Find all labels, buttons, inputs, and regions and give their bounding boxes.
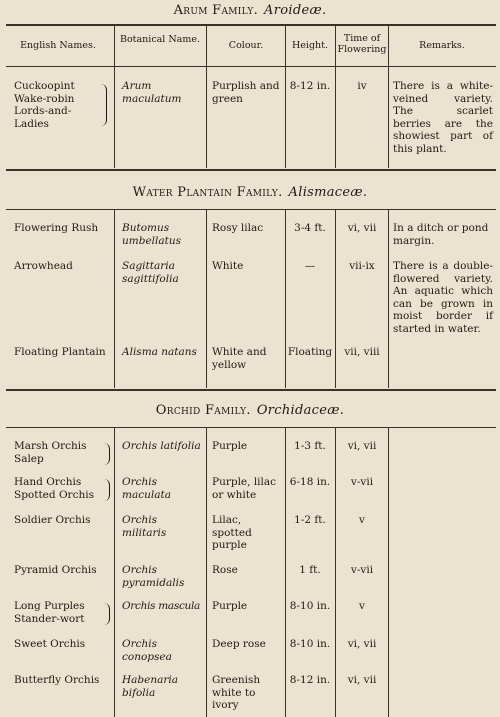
cell-time: v-vii bbox=[350, 476, 374, 488]
col-rule bbox=[206, 428, 207, 717]
cell-colour: White and yellow bbox=[212, 346, 267, 371]
cell-botanical: Butomus umbellatus bbox=[122, 222, 182, 247]
cell-remarks: There is a double-flowered variety. An aquatic which can be grown in moist border if started in water. bbox=[393, 260, 493, 335]
col-rule bbox=[388, 25, 389, 168]
col-rule bbox=[335, 210, 336, 388]
cell-botanical: Alisma natans bbox=[122, 346, 197, 358]
cell-height: — bbox=[304, 260, 316, 272]
cell-time: vi, vii bbox=[347, 222, 377, 234]
cell-time: vi, vii bbox=[347, 440, 377, 452]
col-rule bbox=[285, 210, 286, 388]
cell-english: Soldier Orchis bbox=[14, 514, 91, 526]
cell-colour: Purple bbox=[212, 440, 248, 452]
section-rule bbox=[6, 209, 496, 210]
cell-height: 3-4 ft. bbox=[294, 222, 326, 234]
cell-height: 1-2 ft. bbox=[294, 514, 326, 526]
cell-colour: Lilac, spotted purple bbox=[212, 514, 252, 551]
table-top-rule bbox=[6, 24, 496, 26]
cell-height: 8-10 in. bbox=[289, 638, 331, 650]
col-rule bbox=[206, 210, 207, 388]
cell-botanical: Arum maculatum bbox=[122, 80, 182, 105]
cell-english: Floating Plantain bbox=[14, 346, 106, 358]
cell-height: 8-12 in. bbox=[289, 674, 331, 686]
brace bbox=[103, 443, 110, 465]
header-remarks: Remarks. bbox=[419, 40, 465, 51]
cell-botanical: Orchis maculata bbox=[122, 476, 171, 501]
family-title-orchid: Orchid Family. Orchidaceæ. bbox=[155, 403, 345, 418]
brace bbox=[100, 84, 107, 126]
cell-botanical: Orchis latifolia bbox=[122, 440, 201, 452]
cell-english: Flowering Rush bbox=[14, 222, 99, 234]
cell-remarks: There is a white-veined variety. The scarlet berries are the showiest part of this plant. bbox=[393, 80, 493, 155]
cell-colour: Rosy lilac bbox=[212, 222, 264, 234]
cell-height: 1 ft. bbox=[299, 564, 321, 576]
cell-time: v bbox=[359, 514, 365, 526]
cell-english: Cuckoopint Wake-robin Lords-and-Ladies bbox=[14, 80, 75, 130]
cell-english: Butterfly Orchis bbox=[14, 674, 100, 686]
col-rule bbox=[114, 428, 115, 717]
cell-colour: White bbox=[212, 260, 244, 272]
cell-time: v-vii bbox=[350, 564, 374, 576]
col-rule bbox=[285, 25, 286, 168]
cell-colour: Deep rose bbox=[212, 638, 266, 650]
col-rule bbox=[114, 210, 115, 388]
cell-botanical: Habenaria bifolia bbox=[122, 674, 179, 699]
cell-time: v bbox=[359, 600, 365, 612]
cell-botanical: Orchis conopsea bbox=[122, 638, 172, 663]
cell-botanical: Orchis mascula bbox=[122, 600, 201, 612]
family-title-water-plantain: Water Plantain Family. Alismaceæ. bbox=[132, 185, 368, 200]
header-height: Height. bbox=[292, 40, 328, 51]
cell-height: Floating bbox=[287, 346, 333, 358]
col-rule bbox=[206, 25, 207, 168]
cell-botanical: Sagittaria sagittifolia bbox=[122, 260, 179, 285]
cell-time: vi, vii bbox=[347, 674, 377, 686]
header-colour: Colour. bbox=[228, 40, 264, 51]
cell-colour: Purplish and green bbox=[212, 80, 280, 105]
cell-colour: Rose bbox=[212, 564, 238, 576]
cell-height: 8-12 in. bbox=[289, 80, 331, 92]
cell-height: 6-18 in. bbox=[289, 476, 331, 488]
col-rule bbox=[388, 210, 389, 388]
cell-english: Hand Orchis Spotted Orchis bbox=[14, 476, 94, 501]
col-rule bbox=[388, 428, 389, 717]
cell-colour: Greenish white to ivory bbox=[212, 674, 261, 711]
section-rule bbox=[6, 389, 496, 391]
header-english: English Names. bbox=[20, 40, 96, 51]
cell-height: 8-10 in. bbox=[289, 600, 331, 612]
cell-english: Sweet Orchis bbox=[14, 638, 86, 650]
section-rule bbox=[6, 169, 496, 171]
cell-botanical: Orchis pyramidalis bbox=[122, 564, 185, 589]
header-time: Time of Flowering bbox=[337, 33, 387, 55]
cell-english: Arrowhead bbox=[14, 260, 73, 272]
header-rule bbox=[6, 66, 496, 67]
cell-english: Long Purples Stander-wort bbox=[14, 600, 85, 625]
col-rule bbox=[335, 25, 336, 168]
section-rule bbox=[6, 427, 496, 428]
cell-height: 1-3 ft. bbox=[294, 440, 326, 452]
cell-time: vi, vii bbox=[347, 638, 377, 650]
col-rule bbox=[335, 428, 336, 717]
cell-remarks: In a ditch or pond margin. bbox=[393, 222, 489, 247]
cell-time: vii-ix bbox=[349, 260, 375, 272]
header-botanical: Botanical Name. bbox=[119, 34, 200, 45]
cell-botanical: Orchis militaris bbox=[122, 514, 167, 539]
family-title-arum: Arum Family. Aroideæ. bbox=[173, 3, 327, 18]
cell-colour: Purple bbox=[212, 600, 248, 612]
brace bbox=[103, 603, 110, 625]
cell-time: vii, viii bbox=[344, 346, 380, 358]
col-rule bbox=[285, 428, 286, 717]
cell-english: Marsh Orchis Salep bbox=[14, 440, 87, 465]
brace bbox=[103, 479, 110, 501]
cell-time: iv bbox=[357, 80, 367, 92]
cell-english: Pyramid Orchis bbox=[14, 564, 97, 576]
cell-colour: Purple, lilac or white bbox=[212, 476, 277, 501]
col-rule bbox=[114, 25, 115, 168]
